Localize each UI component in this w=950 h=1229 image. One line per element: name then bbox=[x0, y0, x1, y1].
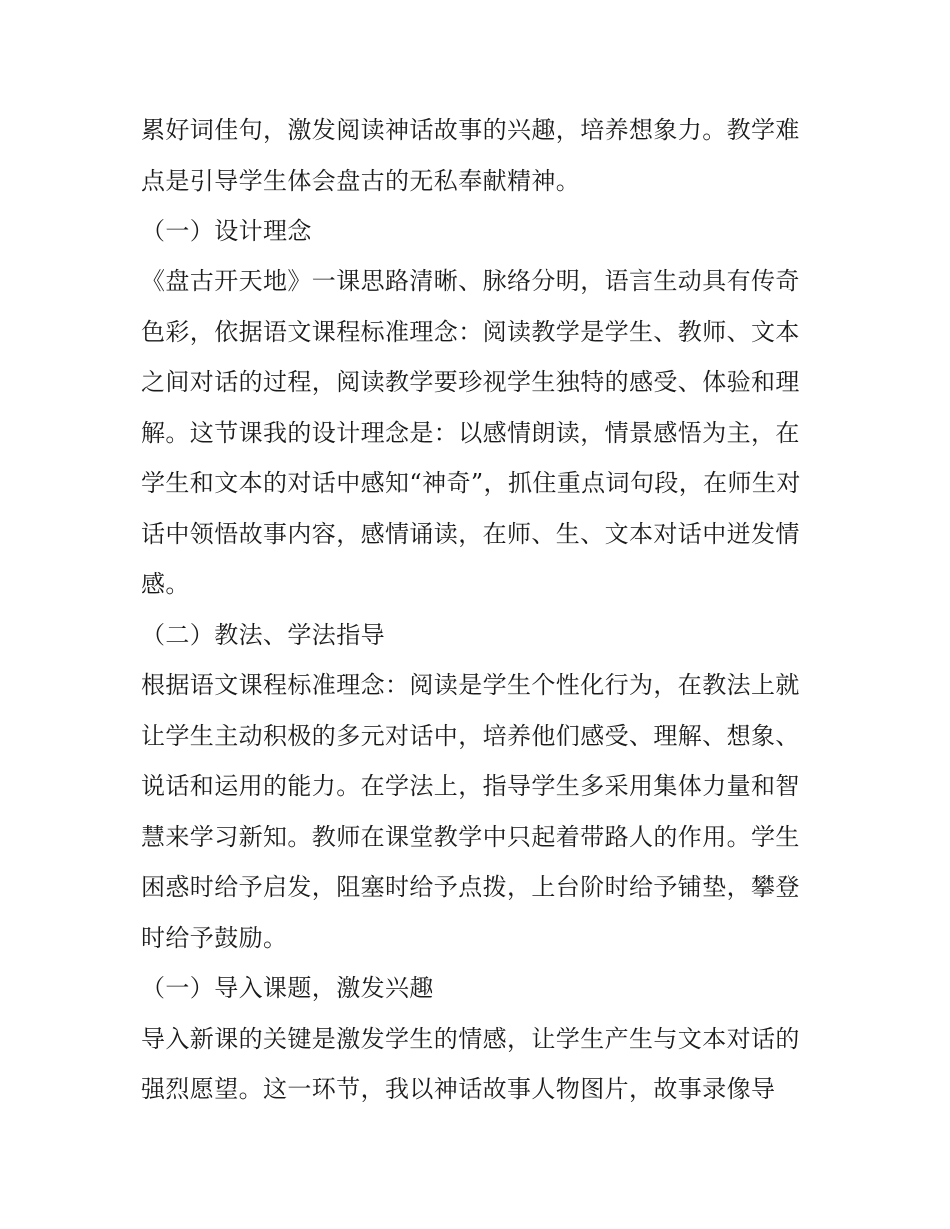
section-heading-design-concept: （一）设计理念 bbox=[141, 217, 312, 245]
text-line: 累好词佳句，激发阅读神话故事的兴趣，培养想象力。教学难 bbox=[141, 116, 800, 144]
text-line: 困惑时给予启发，阻塞时给予点拨，上台阶时给予铺垫，攀登 bbox=[141, 873, 800, 901]
text-line: 学生和文本的对话中感知“神奇”，抓住重点词句段，在师生对 bbox=[141, 469, 801, 497]
text-line: 之间对话的过程，阅读教学要珍视学生独特的感受、体验和理 bbox=[141, 368, 800, 396]
text-line: 说话和运用的能力。在学法上，指导学生多采用集体力量和智 bbox=[141, 772, 800, 800]
text-line: 解。这节课我的设计理念是：以感情朗读，情景感悟为主，在 bbox=[141, 419, 800, 447]
section-heading-teaching-methods: （二）教法、学法指导 bbox=[141, 621, 385, 649]
text-line: 感。 bbox=[141, 570, 190, 598]
text-line: 根据语文课程标准理念：阅读是学生个性化行为，在教法上就 bbox=[141, 671, 800, 699]
text-line: 导入新课的关键是激发学生的情感，让学生产生与文本对话的 bbox=[141, 1025, 800, 1053]
text-line: 强烈愿望。这一环节，我以神话故事人物图片，故事录像导 bbox=[141, 1075, 776, 1103]
section-heading-introduction: （一）导入课题，激发兴趣 bbox=[141, 974, 434, 1002]
text-line: 时给予鼓励。 bbox=[141, 924, 288, 952]
text-line: 让学生主动积极的多元对话中，培养他们感受、理解、想象、 bbox=[141, 722, 800, 750]
text-line: 色彩，依据语文课程标准理念：阅读教学是学生、教师、文本 bbox=[141, 318, 800, 346]
text-line: 慧来学习新知。教师在课堂教学中只起着带路人的作用。学生 bbox=[141, 823, 800, 851]
text-line: 点是引导学生体会盘古的无私奉献精神。 bbox=[141, 167, 581, 195]
text-line: 话中领悟故事内容，感情诵读，在师、生、文本对话中迸发情 bbox=[141, 520, 800, 548]
text-line: 《盘古开天地》一课思路清晰、脉络分明，语言生动具有传奇 bbox=[141, 267, 800, 295]
